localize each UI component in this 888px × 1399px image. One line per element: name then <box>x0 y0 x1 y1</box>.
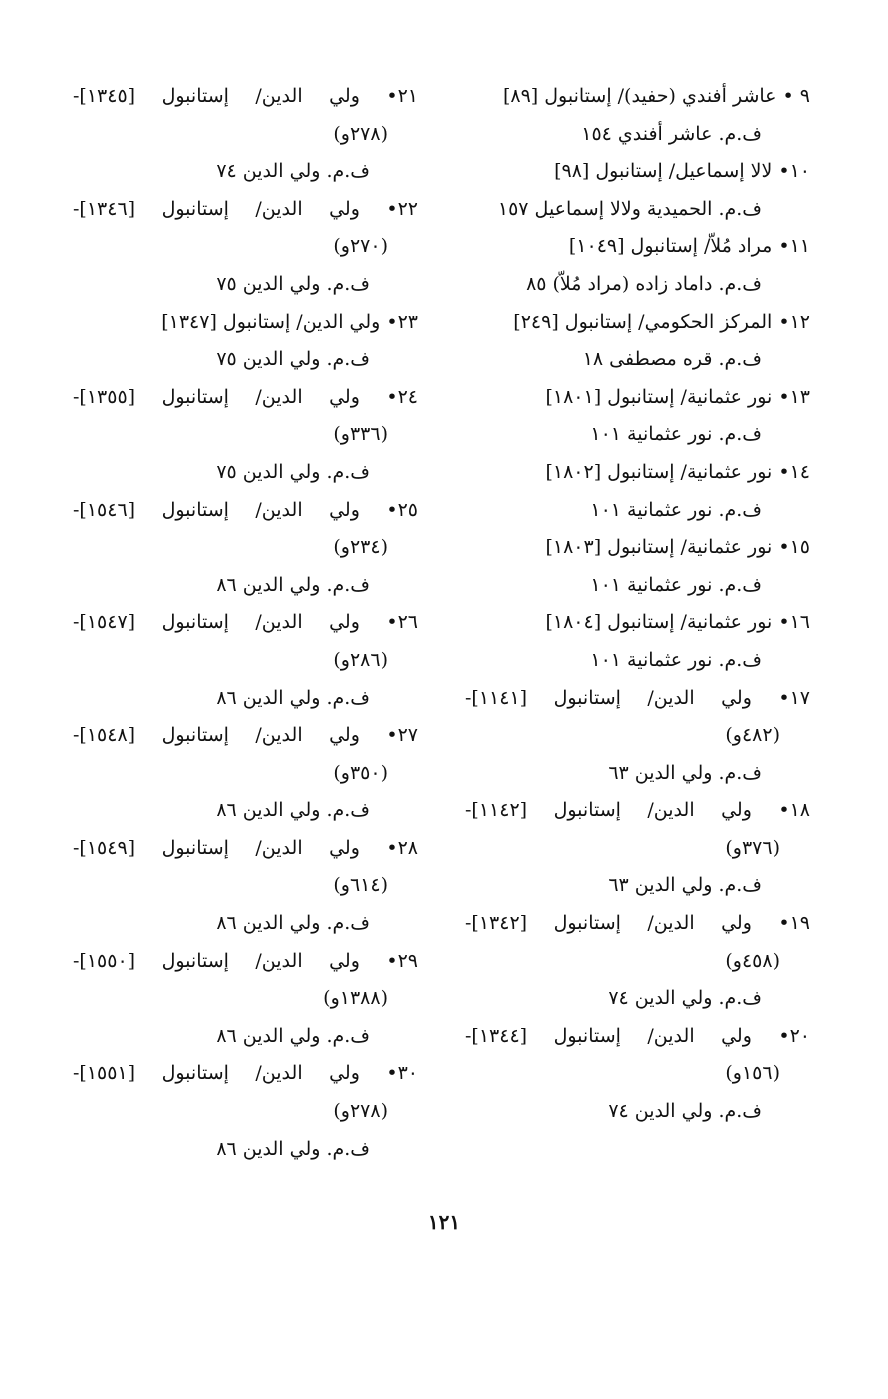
catalogue-entry <box>465 379 810 454</box>
entry-reference: ف.م. ولي الدين ٧٤ <box>608 987 762 1010</box>
entry-heading-continuation: (٤٥٨و) <box>725 949 780 972</box>
entry-heading: ٢٦• ولي الدين/ إستانبول [١٥٤٧]- <box>73 611 418 634</box>
entry-reference: ف.م. ولي الدين ٧٤ <box>608 1100 762 1123</box>
entry-heading-continuation: (١٥٦و) <box>725 1062 780 1085</box>
catalogue-entry <box>465 153 810 228</box>
entry-reference: ف.م. ولي الدين ٧٥ <box>216 460 370 483</box>
entry-reference: ف.م. ولي الدين ٨٦ <box>216 1024 370 1047</box>
entry-heading: ١٦• نور عثمانية/ إستانبول [١٨٠٤] <box>545 611 810 634</box>
catalogue-entry <box>73 304 418 379</box>
entry-heading: ٩ • عاشر أفندي (حفيد)/ إستانبول [٨٩] <box>502 85 810 107</box>
entry-heading: ١٣• نور عثمانية/ إستانبول [١٨٠١] <box>545 385 810 408</box>
catalogue-entry <box>73 78 418 191</box>
entry-heading-continuation: (٣٧٦و) <box>725 836 780 859</box>
entry-reference: ف.م. ولي الدين ٨٦ <box>216 1137 370 1160</box>
entry-heading-continuation: (٢٨٦و) <box>333 648 388 671</box>
catalogue-entry <box>73 830 418 943</box>
catalogue-entry <box>465 228 810 303</box>
right-column <box>465 78 810 1131</box>
entry-heading: ١٥• نور عثمانية/ إستانبول [١٨٠٣] <box>545 536 810 559</box>
entry-reference: ف.م. نور عثمانية ١٠١ <box>590 423 762 446</box>
entry-reference: ف.م. داماد زاده (مراد مُلاّ) ٨٥ <box>526 272 762 295</box>
entry-heading: ٢٥• ولي الدين/ إستانبول [١٥٤٦]- <box>73 498 418 521</box>
entry-heading-continuation: (٣٥٠و) <box>333 761 388 784</box>
entry-reference: ف.م. نور عثمانية ١٠١ <box>590 498 762 521</box>
entry-reference: ف.م. ولي الدين ٨٦ <box>216 799 370 822</box>
catalogue-entry <box>465 1018 810 1131</box>
catalogue-entry <box>465 604 810 679</box>
entry-reference: ف.م. ولي الدين ٨٦ <box>216 686 370 709</box>
left-column <box>73 78 418 1168</box>
entry-heading-continuation: (٢٧٠و) <box>333 235 388 258</box>
entry-heading: ١٧• ولي الدين/ إستانبول [١١٤١]- <box>465 686 810 709</box>
entry-heading: ٢٨• ولي الدين/ إستانبول [١٥٤٩]- <box>73 836 418 859</box>
entry-reference: ف.م. ولي الدين ٧٥ <box>216 348 370 371</box>
entry-heading: ١١• مراد مُلاّ/ إستانبول [١٠٤٩] <box>568 235 810 258</box>
entry-reference: ف.م. قره مصطفى ١٨ <box>582 348 762 371</box>
entry-reference: ف.م. الحميدية ولالا إسماعيل ١٥٧ <box>497 197 762 220</box>
catalogue-entry <box>465 905 810 1018</box>
entry-reference: ف.م. عاشر أفندي ١٥٤ <box>581 122 762 145</box>
catalogue-entry <box>465 529 810 604</box>
entry-heading: ٢٢• ولي الدين/ إستانبول [١٣٤٦]- <box>73 197 418 220</box>
entry-heading: ٢٧• ولي الدين/ إستانبول [١٥٤٨]- <box>73 724 418 747</box>
entry-heading: ٢١• ولي الدين/ إستانبول [١٣٤٥]- <box>73 85 418 107</box>
catalogue-entry <box>73 191 418 304</box>
catalogue-entry <box>73 943 418 1056</box>
entry-heading-continuation: (٣٣٦و) <box>333 423 388 446</box>
catalogue-entry <box>465 680 810 793</box>
entry-heading: ١٨• ولي الدين/ إستانبول [١١٤٢]- <box>465 799 810 822</box>
entry-heading: ١٠• لالا إسماعيل/ إستانبول [٩٨] <box>554 160 810 183</box>
catalogue-entry <box>73 492 418 605</box>
catalogue-entry <box>73 604 418 717</box>
entry-heading-continuation: (٢٧٨و) <box>333 122 388 145</box>
entry-heading-continuation: (٦١٤و) <box>333 874 388 897</box>
catalogue-entry <box>73 379 418 492</box>
entry-heading: ١٤• نور عثمانية/ إستانبول [١٨٠٢] <box>545 460 810 483</box>
entry-heading: ٢٩• ولي الدين/ إستانبول [١٥٥٠]- <box>73 949 418 972</box>
entry-reference: ف.م. نور عثمانية ١٠١ <box>590 648 762 671</box>
entry-heading-continuation: (٢٣٤و) <box>333 536 388 559</box>
catalogue-entry <box>465 792 810 905</box>
entry-heading: ١٢• المركز الحكومي/ إستانبول [٢٤٩] <box>513 310 810 333</box>
entry-reference: ف.م. ولي الدين ٦٣ <box>608 874 762 897</box>
entry-heading-continuation: (٤٨٢و) <box>725 724 780 747</box>
catalogue-entry <box>73 1055 418 1168</box>
catalogue-entry <box>465 78 810 153</box>
page-number: ١٢١ <box>427 1210 461 1234</box>
entry-reference: ف.م. ولي الدين ٧٤ <box>216 160 370 183</box>
catalogue-entry <box>73 717 418 830</box>
entry-reference: ف.م. ولي الدين ٦٣ <box>608 761 762 784</box>
entry-heading: ٢٤• ولي الدين/ إستانبول [١٣٥٥]- <box>73 385 418 408</box>
entry-heading-continuation: (١٣٨٨و) <box>323 987 388 1010</box>
entry-reference: ف.م. ولي الدين ٨٦ <box>216 573 370 596</box>
entry-reference: ف.م. ولي الدين ٧٥ <box>216 272 370 295</box>
catalogue-entry <box>465 304 810 379</box>
entry-heading: ٣٠• ولي الدين/ إستانبول [١٥٥١]- <box>73 1062 418 1085</box>
entry-reference: ف.م. ولي الدين ٨٦ <box>216 912 370 935</box>
entry-reference: ف.م. نور عثمانية ١٠١ <box>590 573 762 596</box>
catalogue-entry <box>465 454 810 529</box>
entry-heading-continuation: (٢٧٨و) <box>333 1100 388 1123</box>
entry-heading: ٢٠• ولي الدين/ إستانبول [١٣٤٤]- <box>465 1024 810 1047</box>
entry-heading: ١٩• ولي الدين/ إستانبول [١٣٤٢]- <box>465 912 810 935</box>
entry-heading: ٢٣• ولي الدين/ إستانبول [١٣٤٧] <box>161 310 418 333</box>
